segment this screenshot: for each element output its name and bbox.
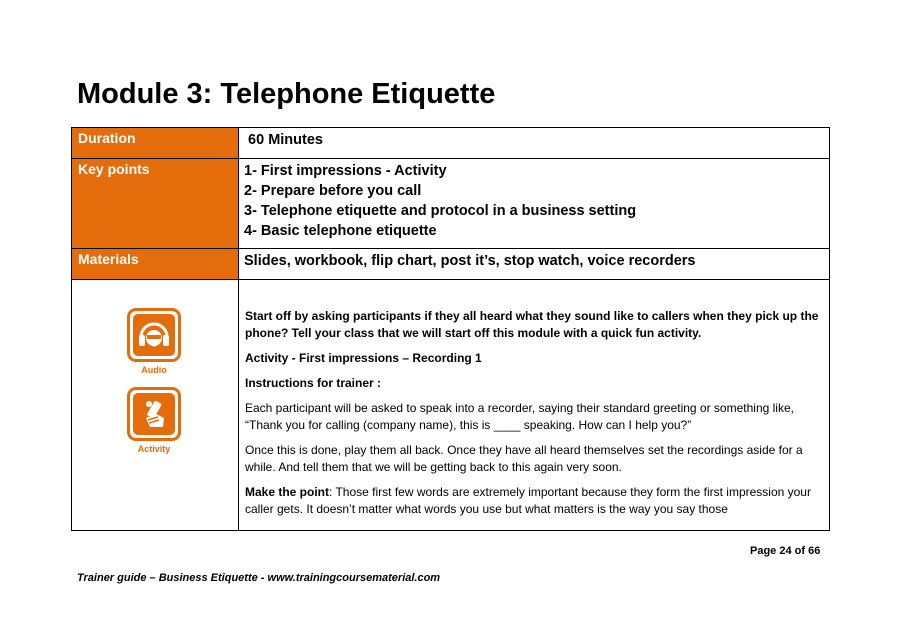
make-the-point-paragraph — [245, 484, 824, 518]
table-row — [72, 159, 830, 249]
instructions-paragraph: Each participant will be asked to speak into a recorder, saying their standard greeting or something like, “Thank you for calling (company name), this is ____ speaking. How can I help you?” — [245, 401, 794, 432]
activity-heading: Activity - First impressions – Recording 1 — [245, 351, 482, 365]
headphones-icon — [127, 308, 181, 362]
table-row — [72, 280, 830, 531]
page-number: Page 24 of 66 — [750, 545, 821, 557]
duration-value: 60 Minutes — [239, 128, 830, 159]
activity-icon-block — [126, 387, 182, 454]
materials-label: Materials — [72, 249, 239, 280]
duration-label: Duration — [72, 128, 239, 159]
audio-caption: Audio — [141, 365, 167, 375]
module-info-table — [71, 127, 830, 531]
table-row — [72, 128, 830, 159]
intro-paragraph: Start off by asking participants if they all heard what they sound like to callers when they pick up the phone? Tell your class that we will start off this module with a quick fun activity. — [245, 309, 819, 340]
audio-icon-block — [126, 308, 182, 375]
make-the-point-label: Make the point — [245, 485, 330, 499]
key-point-item: 3- Telephone etiquette and protocol in a business setting — [244, 203, 637, 219]
make-the-point-text: : Those first few words are extremely important because they form the first impression your caller gets. It doesn’t matter what words you use but what matters is the way you say those — [245, 485, 811, 516]
page-title: Module 3: Telephone Etiquette — [77, 78, 496, 110]
table-row — [72, 249, 830, 280]
trainer-notes — [239, 280, 830, 531]
materials-value: Slides, workbook, flip chart, post it’s, stop watch, voice recorders — [239, 249, 830, 280]
key-point-item: 1- First impressions - Activity — [244, 163, 447, 179]
activity-caption: Activity — [137, 444, 171, 454]
playback-paragraph: Once this is done, play them all back. Once they have all heard themselves set the recordings aside for a while. And tell them that we will be getting back to this again very soon. — [245, 443, 803, 474]
key-points-label: Key points — [72, 159, 239, 249]
key-point-item: 4- Basic telephone etiquette — [244, 223, 437, 239]
key-points-list — [239, 159, 830, 249]
icon-column — [72, 280, 239, 531]
key-point-item: 2- Prepare before you call — [244, 183, 422, 199]
instructions-heading: Instructions for trainer : — [245, 376, 382, 390]
hand-recorder-icon — [127, 387, 181, 441]
footer-text: Trainer guide – Business Etiquette - www.trainingcoursematerial.com — [77, 572, 441, 584]
